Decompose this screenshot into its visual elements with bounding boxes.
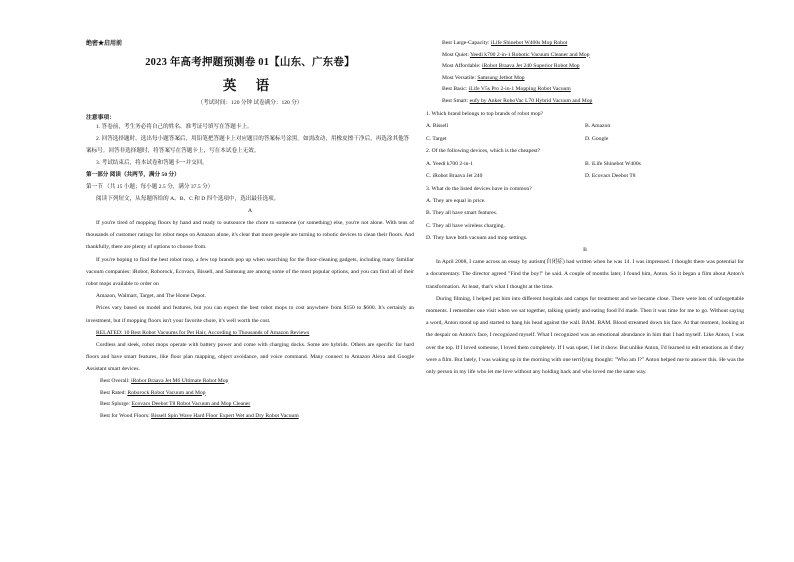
question-options <box>426 158 744 183</box>
right-column <box>426 38 744 378</box>
passage-b-paragraph: In April 2008, I came across an essay by autism(自闭症) had written when he was 14. I was impressed. I thought there was potential for a documentary. The director agreed "Find the boy!" he said. A couple of months later, I found him, Anton. So it began a film about Anton's transformation. At least, that's what I thought at the time. <box>426 259 744 290</box>
pick-label: Best Large-Capacity: <box>442 40 491 46</box>
question-stem: 1. Which brand belongs to top brands of robot mop? <box>426 110 544 117</box>
passage-a-paragraph: Amazon, Walmart, Target, and The Home Depot. <box>96 293 206 300</box>
exam-meta: （考试时间：120 分钟 试卷满分：120 分） <box>197 100 303 106</box>
answer-option[interactable]: C. iRobot Braava Jet 240 <box>426 173 483 180</box>
passage-a-paragraph: If you're hoping to find the best robot mop, a few top brands pop up when searching for the floor-cleaning gadgets, including many familiar vacuum companies: iRobot, Roborock, Ecovacs, Bissell, and Samsung are among some of the most popular options, and you can find all of their robot mops available to order on <box>86 256 414 288</box>
left-column <box>86 34 414 423</box>
pick-item <box>426 61 744 73</box>
note-item: 1. 答卷前，考生务必将自己的姓名、准考证号填写在答题卡上。 <box>96 124 253 130</box>
pick-product-link[interactable]: iRobot Braava Jet M6 Ultimate Robot Mop <box>131 377 229 384</box>
pick-label: Best Splurge: <box>100 401 132 408</box>
pick-item <box>426 38 744 50</box>
passage-a-paragraph: Prices vary based on model and features, but you can expect the best robot mops to cost anywhere from $150 to $600. It's certainly an investment, but if mopping floors isn't your favorite chore, it's well worth the cost. <box>86 305 414 324</box>
subject-title: 英 语 <box>222 78 278 93</box>
pick-label: Best Overall: <box>100 377 132 384</box>
pick-label: Best Rated: <box>100 389 128 396</box>
pick-item <box>426 84 744 96</box>
answer-option[interactable]: C. Target <box>426 135 447 142</box>
answer-option[interactable]: D. Google <box>585 135 609 142</box>
answer-option[interactable]: B. iLife Shinebot W400s <box>585 160 641 167</box>
pick-item <box>86 399 414 411</box>
pick-item <box>426 73 744 85</box>
answer-option[interactable]: B. They all have smart features. <box>426 210 498 217</box>
passage-a-paragraph: Cordless and sleek, robot mops operate with battery power and come with charging docks. Some are hybrids. Others are specific for hard floors and have smart features, like floor plan mapping, object avoidance, and voice command. Many connect to Amazon Alexa and Google Assistant smart devices. <box>86 342 414 373</box>
answer-option[interactable]: B. Amazon <box>585 123 611 130</box>
pick-label: Best for Wood Floors: <box>100 413 152 420</box>
answer-option[interactable]: A. Bissell <box>426 123 449 130</box>
answer-option[interactable]: D. They have both vacuum and mop settings. <box>426 234 528 241</box>
passage-b-paragraph: During filming, I helped put him into different hospitals and camps for treatment and we became close. There were lots of unforgettable moments. I remember one visit when we sat together, talking quietly and eating food I'd made. Then it was time for me to go. Without saying a word, Anton stood up and started to bang his head against the wall. BAM. BAM. Blood streamed down his face. At that moment, looking at the despair on Anton's face, I recognized myself. What I recognized was an emotional abundance in him that I had myself. Like Anton, I was over the top. If I loved someone, I loved them completely. If I was upset, I let it show. But unlike Anton, I'd learned to edit emotions as if they were a film. But lately, I was waking up in the morning with one terrifying thought: "Who am I?" Anton helped me to answer this. He was the only person in my life who let me love without any holding back and who loved me the same way. <box>426 295 744 376</box>
question-stem: 3. What do the listed devices have in common? <box>426 185 532 192</box>
note-item: 3. 考试结束后，将本试卷和答题卡一并交回。 <box>96 160 208 166</box>
secret-label: 绝密★启用前 <box>86 41 123 47</box>
related-link[interactable]: RELATED: 10 Best Robot Vacuums for Pet Hair, According to Thousands of Amazon Reviews <box>96 329 310 336</box>
pick-item <box>86 376 414 388</box>
pick-item <box>86 411 414 423</box>
pick-label: Best Smart: <box>442 97 470 104</box>
pick-product-link[interactable]: iRobot Braava Jet 240 Superior Robot Mop <box>481 63 580 70</box>
answer-option[interactable]: D. Ecovacs Deebot T8 <box>585 173 636 180</box>
pick-product-link[interactable]: iLife V5s Pro 2-in-1 Mopping Robot Vacuum <box>468 86 571 93</box>
question-stem: 2. Of the following devices, which is the cheapest? <box>426 148 541 155</box>
section-heading: 第一节 （共 15 小题；每小题 2.5 分，满分 37.5 分） <box>86 184 214 190</box>
pick-label: Most Affordable: <box>442 63 482 70</box>
answer-option[interactable]: A. They are equal in price. <box>426 198 486 205</box>
pick-item <box>86 388 414 400</box>
note-item: 2. 回答选择题时，选出每小题答案后，用铅笔把答题卡上对应题目的答案标号涂黑。如需改动，用橡皮擦干净后，再选涂其他答案标号。回答非选择题时，将答案写在答题卡上，写在本试卷上无效。 <box>86 136 410 154</box>
part-heading: 第一部分 阅读（共两节，满分 50 分） <box>86 172 180 178</box>
pick-product-link[interactable]: Ecovacs Deebot T8 Robot Vacuum and Mop Cleaner <box>131 401 251 408</box>
instruction: 阅读下列短文，从每题所给的 A、B、C 和 D 四个选项中，选出最佳选项。 <box>96 196 280 202</box>
pick-product-link[interactable]: Bissell Spin Wave Hard Floor Expert Wet and Dry Robot Vacuum <box>151 413 299 420</box>
exam-title: 2023 年高考押题预测卷 01【山东、广东卷】 <box>145 57 355 68</box>
pick-item <box>426 96 744 108</box>
pick-product-link[interactable]: Roborock Robot Vacuum and Mop <box>127 389 206 396</box>
passage-a-label: A <box>247 208 253 214</box>
answer-option[interactable]: A. Yeedi k700 2-in-1 <box>426 160 474 167</box>
answer-option[interactable]: C. They all have wireless charging. <box>426 222 505 229</box>
pick-product-link[interactable]: Yeedi k700 2-in-1 Robotic Vacuum Cleaner and Mop <box>470 51 590 58</box>
notes-heading: 注意事项： <box>86 115 115 121</box>
pick-label: Best Basic: <box>442 86 469 93</box>
pick-label: Most Versatile: <box>442 74 478 81</box>
pick-label: Most Quiet: <box>442 51 471 58</box>
passage-b-label: B <box>583 247 587 254</box>
pick-product-link[interactable]: iLife Shinebot W400s Mop Robot <box>490 40 568 46</box>
pick-item <box>426 50 744 62</box>
passage-a-paragraph: If you're tired of mopping floors by hand and ready to outsource the chore to someone (or something) else, you're not alone. With tens of thousands of customer ratings for robot mops on Amazon alone, it's clear that more people are turning to robotic devices to clean their floors. And thankfully, there are plenty of options to choose from. <box>86 220 414 251</box>
pick-product-link[interactable]: Samsung Jetbot Mop <box>477 74 525 81</box>
question-options <box>426 120 744 145</box>
pick-product-link[interactable]: eufy by Anker RoboVac L70 Hybrid Vacuum and Mop <box>469 97 593 104</box>
